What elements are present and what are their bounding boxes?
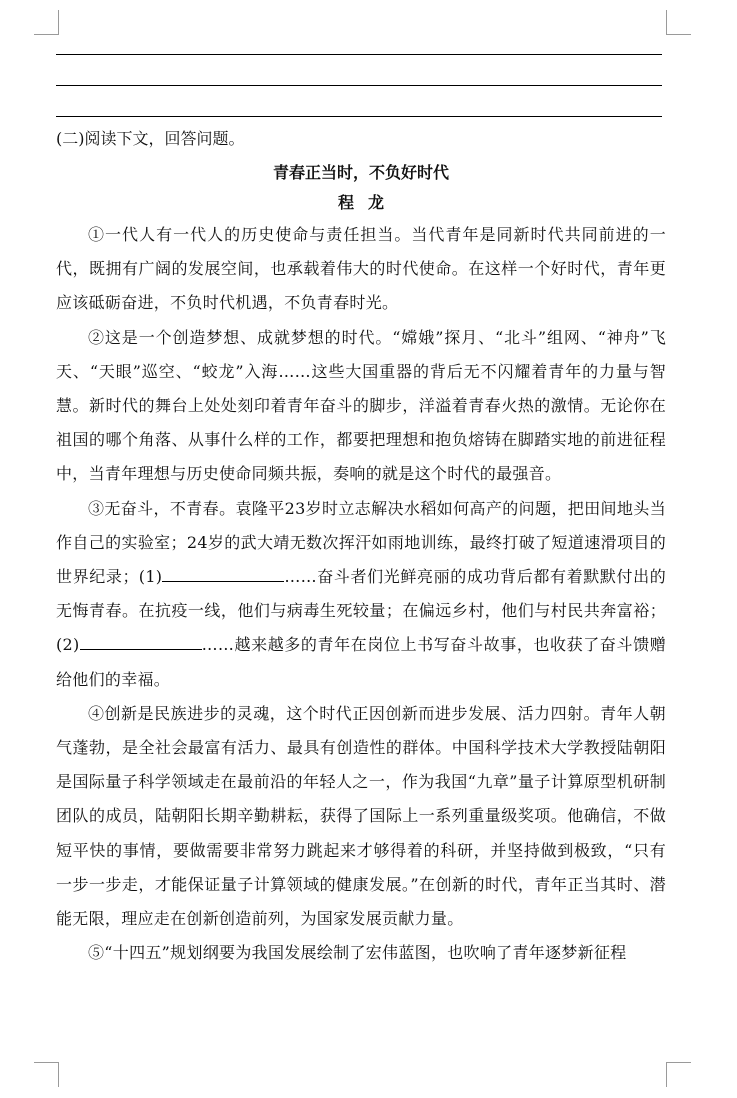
question-content [56, 124, 666, 970]
fill-in-blank-2[interactable] [80, 631, 202, 650]
crop-mark-bottom-right [666, 1062, 691, 1087]
paragraph-3-part-2: ……奋斗者们光鲜亮丽的成功背后都有着默默付出的无悔青春。在抗疫一线，他们与病毒生死较量；在偏远乡村，他们与村民共奔富裕；(2) [56, 567, 666, 655]
paragraph-3-part-1: ③无奋斗，不青春。袁隆平23岁时立志解决水稻如何高产的问题，把田间地头当作自己的实验室；24岁的武大靖无数次挥汗如雨地训练，最终打破了短道速滑项目的世界纪录；(1) [56, 498, 666, 587]
paragraph-1: ①一代人有一代人的历史使命与责任担当。当代青年是同新时代共同前进的一代，既拥有广阔的发展空间，也承载着伟大的时代使命。在这样一个好时代，青年更应该砥砺奋进，不负时代机遇，不负青春时光。 [56, 225, 666, 313]
crop-mark-top-left [34, 10, 59, 35]
article-author: 程龙 [337, 193, 398, 212]
paragraph-3 [56, 492, 666, 697]
section-heading: (二)阅读下文，回答问题。 [56, 129, 245, 148]
paragraph-3-part-3: ……越来越多的青年在岗位上书写奋斗故事，也收获了奋斗馈赠给他们的幸福。 [56, 635, 666, 689]
paragraph-2: ②这是一个创造梦想、成就梦想的时代。“嫦娥”探月、“北斗”组网、“神舟”飞天、“天眼”巡空、“蛟龙”入海……这些大国重器的背后无不闪耀着青年的力量与智慧。新时代的舞台上处处刻印着青年奋斗的脚步，洋溢着青春火热的激情。无论你在祖国的哪个角落、从事什么样的工作，都要把理想和抱负熔铸在脚踏实地的前进征程中，当青年理想与历史使命同频共振，奏响的就是这个时代的最强音。 [56, 327, 666, 484]
answer-line [56, 54, 662, 55]
answer-line [56, 116, 662, 117]
fill-in-blank-1[interactable] [162, 563, 284, 582]
article-title: 青春正当时，不负好时代 [272, 163, 449, 182]
crop-mark-bottom-left [34, 1062, 59, 1087]
paragraph-4: ④创新是民族进步的灵魂，这个时代正因创新而进步发展、活力四射。青年人朝气蓬勃，是全社会最富有活力、最具有创造性的群体。中国科学技术大学教授陆朝阳是国际量子科学领域走在最前沿的年轻人之一，作为我国“九章”量子计算原型机研制团队的成员，陆朝阳长期辛勤耕耘，获得了国际上一系列重量级奖项。他确信，不做短平快的事情，要做需要非常努力跳起来才够得着的科研，并坚持做到极致，“只有一步一步走，才能保证量子计算领域的健康发展。”在创新的时代，青年正当其时、潜能无限，理应走在创新创造前列，为国家发展贡献力量。 [56, 703, 666, 929]
answer-line [56, 85, 662, 86]
paragraph-5: ⑤“十四五”规划纲要为我国发展绘制了宏伟蓝图，也吹响了青年逐梦新征程 [88, 943, 627, 963]
crop-mark-top-right [666, 10, 691, 35]
